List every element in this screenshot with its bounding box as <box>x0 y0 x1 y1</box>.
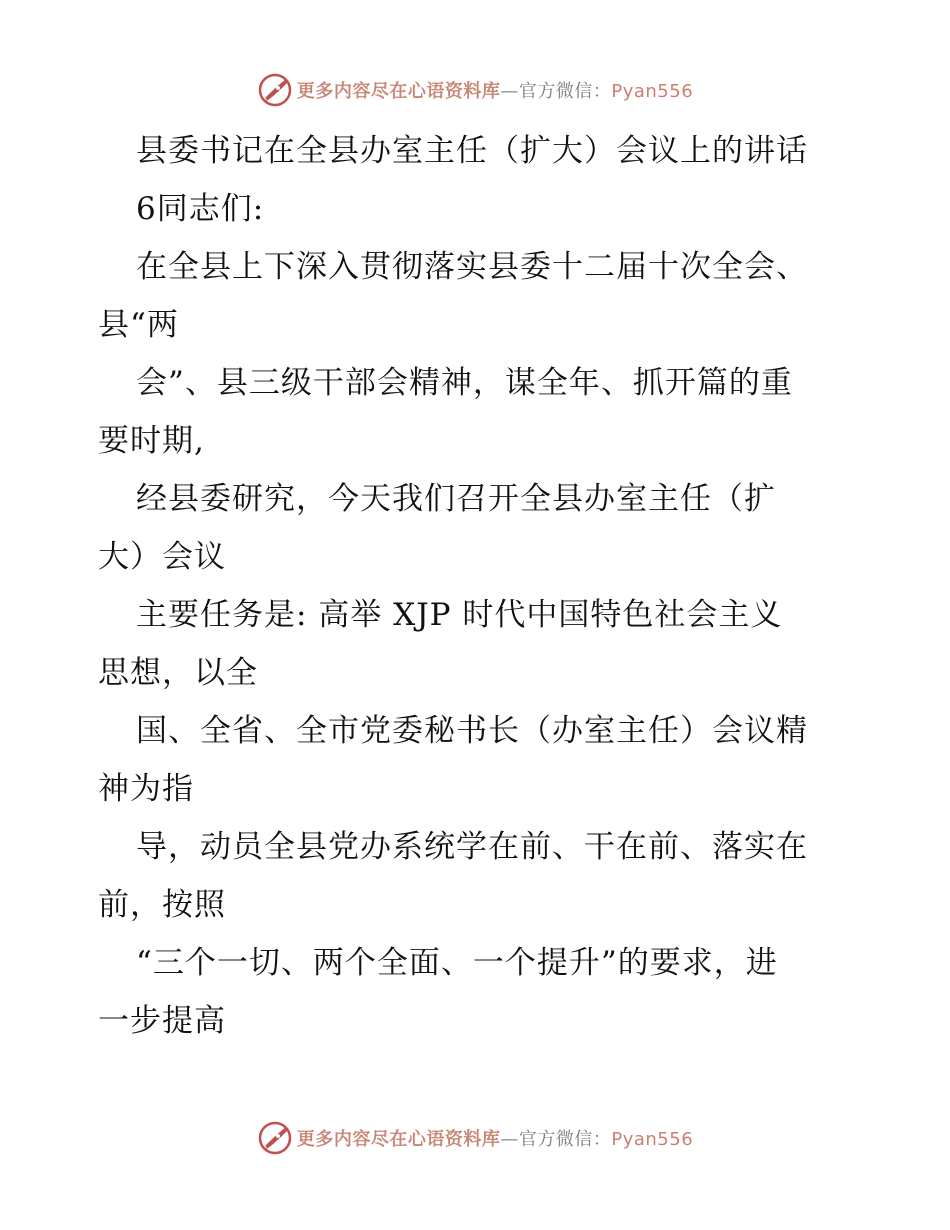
document-body <box>98 122 858 1050</box>
paragraph-line: 大）会议 <box>98 539 226 575</box>
footer-wechat-id: Pyan556 <box>611 1129 694 1150</box>
header-wechat-id: Pyan556 <box>611 81 694 102</box>
header-watermark-banner <box>0 70 950 110</box>
paragraph-line: 前，按照 <box>98 887 226 923</box>
paragraph-line: 神为指 <box>98 771 194 807</box>
paragraph-line: “三个一切、两个全面、一个提升”的要求，进 <box>136 945 778 981</box>
paragraph-line: 一步提高 <box>98 1003 226 1039</box>
header-dash: — <box>500 81 519 102</box>
paragraph-line: 思想，以全 <box>98 655 258 691</box>
header-brand: 更多内容尽在心语资料库 <box>296 81 501 102</box>
paragraph-line: 主要任务是: 高举 XJP 时代中国特色社会主义 <box>136 597 783 633</box>
paragraph-line: 要时期, <box>98 423 205 459</box>
pen-nib-logo-icon <box>257 72 293 108</box>
footer-watermark-banner <box>0 1118 950 1158</box>
document-title: 县委书记在全县办室主任（扩大）会议上的讲话 <box>136 133 808 169</box>
header-watermark-text <box>297 77 693 103</box>
paragraph-line: 会”、县三级干部会精神，谋全年、抓开篇的重 <box>136 365 793 401</box>
footer-dash: — <box>500 1129 519 1150</box>
footer-watermark-text <box>297 1125 693 1151</box>
salutation-line: 6同志们: <box>136 191 265 227</box>
footer-brand: 更多内容尽在心语资料库 <box>296 1129 501 1150</box>
paragraph-line: 导，动员全县党办系统学在前、干在前、落实在 <box>136 829 808 865</box>
paragraph-line: 经县委研究，今天我们召开全县办室主任（扩 <box>136 481 776 517</box>
paragraph-line: 县“两 <box>98 307 179 343</box>
paragraph-line: 在全县上下深入贯彻落实县委十二届十次全会、 <box>136 249 808 285</box>
header-wechat-label: 官方微信： <box>518 81 612 102</box>
paragraph-line: 国、全省、全市党委秘书长（办室主任）会议精 <box>136 713 808 749</box>
pen-nib-logo-icon <box>257 1120 293 1156</box>
footer-wechat-label: 官方微信： <box>518 1129 612 1150</box>
